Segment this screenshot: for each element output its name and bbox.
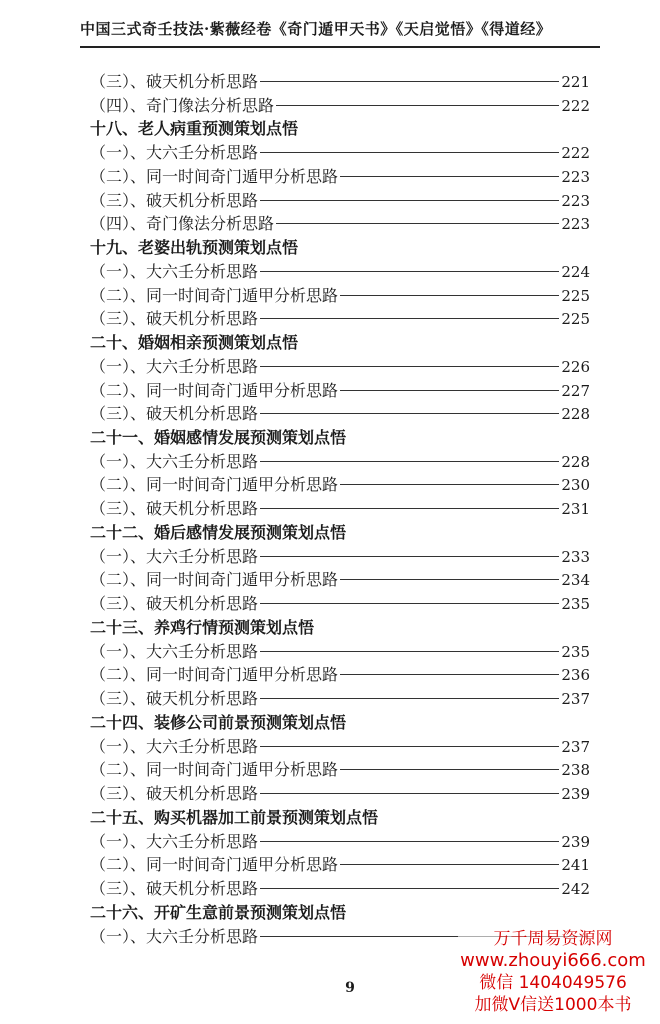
toc-page-number: 241 [561, 856, 590, 875]
watermark-offer: 加微V信送1000本书 [474, 995, 632, 1015]
toc-page-number: 227 [561, 381, 590, 400]
toc-entry-label: （三）、破天机分析思路 [90, 594, 259, 614]
toc-leader-line [260, 413, 559, 414]
toc-entry [90, 212, 590, 236]
toc-entry [90, 782, 590, 806]
toc-page-number: 228 [561, 452, 590, 471]
toc-section-heading: 二十六、开矿生意前景预测策划点悟 [90, 902, 347, 922]
toc-section-heading: 二十四、装修公司前景预测策划点悟 [90, 712, 347, 732]
toc-entry-label: （四）、奇门像法分析思路 [90, 95, 275, 115]
toc-page-number: 239 [561, 784, 590, 803]
toc-entry-label: （二）、同一时间奇门遁甲分析思路 [90, 380, 339, 400]
toc-entry [90, 830, 590, 854]
toc-leader-line [260, 888, 559, 889]
toc-leader-line [340, 390, 559, 391]
toc-entry [90, 379, 590, 403]
toc-entry [90, 735, 590, 759]
toc-entry-label: （一）、大六壬分析思路 [90, 736, 259, 756]
toc-entry [90, 853, 590, 877]
toc-page-number: 237 [561, 737, 590, 756]
toc-leader-line [340, 579, 559, 580]
watermark-site: www.zhouyi666.com [460, 950, 646, 971]
toc-entry [90, 758, 590, 782]
toc-entry [90, 189, 590, 213]
toc-entry-label: （一）、大六壬分析思路 [90, 451, 259, 471]
toc-entry-label: （一）、大六壬分析思路 [90, 546, 259, 566]
toc-entry [90, 592, 590, 616]
toc-leader-line [340, 769, 559, 770]
toc-entry-label: （二）、同一时间奇门遁甲分析思路 [90, 166, 339, 186]
toc-leader-line [260, 698, 559, 699]
toc-entry-label: （三）、破天机分析思路 [90, 309, 259, 329]
toc-entry-label: （二）、同一时间奇门遁甲分析思路 [90, 665, 339, 685]
toc-page-number: 238 [561, 761, 590, 780]
toc-section-heading: 十八、老人病重预测策划点悟 [90, 119, 299, 139]
toc-page-number: 235 [561, 642, 590, 661]
toc-entry-label: （一）、大六壬分析思路 [90, 143, 259, 163]
toc-entry [90, 663, 590, 687]
toc-page-number: 236 [561, 666, 590, 685]
toc-leader-line [260, 841, 559, 842]
toc-leader-line [260, 200, 559, 201]
toc-leader-line [260, 318, 559, 319]
toc-entry-label: （三）、破天机分析思路 [90, 878, 259, 898]
toc-entry-label: （一）、大六壬分析思路 [90, 926, 259, 946]
toc-page-number: 222 [561, 96, 590, 115]
toc-page-number: 239 [561, 832, 590, 851]
watermark [458, 928, 648, 1016]
toc-entry [90, 94, 590, 118]
toc-section-heading: 十九、老婆出轨预测策划点悟 [90, 237, 299, 257]
toc-section-heading: 二十、婚姻相亲预测策划点悟 [90, 332, 299, 352]
toc-entry-label: （一）、大六壬分析思路 [90, 356, 259, 376]
toc-page-number: 242 [561, 879, 590, 898]
toc-page-number: 237 [561, 690, 590, 708]
watermark-title: 万千周易资源网 [493, 929, 613, 949]
toc-leader-line [260, 603, 559, 604]
toc-entry-label: （三）、破天机分析思路 [90, 499, 259, 519]
toc-entry [90, 473, 590, 497]
toc-leader-line [260, 152, 559, 153]
toc-entry-label: （三）、破天机分析思路 [90, 72, 259, 91]
toc-page-number: 234 [561, 571, 590, 590]
toc-entry [90, 165, 590, 189]
watermark-wechat: 微信 1404049576 [479, 973, 627, 993]
toc-entry [90, 141, 590, 165]
toc-entry [90, 687, 590, 711]
toc-entry-label: （三）、破天机分析思路 [90, 689, 259, 708]
toc-page-number: 226 [561, 357, 590, 376]
toc-leader-line [260, 81, 559, 82]
toc-page-number: 231 [561, 500, 590, 519]
toc-leader-line [260, 651, 559, 652]
toc-entry [90, 640, 590, 664]
toc-section-heading: 二十二、婚后感情发展预测策划点悟 [90, 522, 347, 542]
table-of-contents [90, 70, 590, 948]
toc-entry-label: （四）、奇门像法分析思路 [90, 214, 275, 234]
toc-section-heading: 二十一、婚姻感情发展预测策划点悟 [90, 427, 347, 447]
toc-entry [90, 355, 590, 379]
toc-leader-line [276, 105, 559, 106]
toc-leader-line [260, 366, 559, 367]
toc-leader-line [340, 674, 559, 675]
toc-entry-label: （二）、同一时间奇门遁甲分析思路 [90, 285, 339, 305]
toc-leader-line [260, 556, 559, 557]
toc-page-number: 223 [561, 215, 590, 234]
toc-entry-label: （一）、大六壬分析思路 [90, 831, 259, 851]
toc-entry-label: （一）、大六壬分析思路 [90, 261, 259, 281]
toc-entry-label: （三）、破天机分析思路 [90, 190, 259, 210]
toc-entry-label: （二）、同一时间奇门遁甲分析思路 [90, 570, 339, 590]
toc-leader-line [260, 746, 559, 747]
toc-leader-line [260, 271, 559, 272]
header-rule [80, 46, 600, 48]
toc-entry [90, 402, 590, 426]
toc-leader-line [260, 508, 559, 509]
toc-entry [90, 568, 590, 592]
toc-page-number: 223 [561, 191, 590, 210]
toc-entry [90, 497, 590, 521]
toc-entry-label: （三）、破天机分析思路 [90, 404, 259, 424]
toc-page-number: 224 [561, 262, 590, 281]
toc-entry-label: （一）、大六壬分析思路 [90, 641, 259, 661]
toc-page-number: 230 [561, 476, 590, 495]
toc-leader-line [340, 484, 559, 485]
toc-entry [90, 307, 590, 331]
running-head: 中国三式奇壬技法·紫薇经卷《奇门遁甲天书》《天启觉悟》《得道经》 [80, 20, 552, 38]
toc-page-number: 221 [561, 73, 590, 91]
toc-leader-line [276, 223, 559, 224]
page-number: 9 [345, 980, 355, 996]
toc-entry-label: （二）、同一时间奇门遁甲分析思路 [90, 855, 339, 875]
toc-page-number: 222 [561, 144, 590, 163]
toc-section-heading: 二十三、养鸡行情预测策划点悟 [90, 617, 315, 637]
toc-entry-label: （二）、同一时间奇门遁甲分析思路 [90, 475, 339, 495]
toc-leader-line [340, 864, 559, 865]
toc-page-number: 233 [561, 547, 590, 566]
toc-page-number: 225 [561, 310, 590, 329]
toc-entry [90, 545, 590, 569]
toc-page-number: 228 [561, 405, 590, 424]
toc-section-heading: 二十五、购买机器加工前景预测策划点悟 [90, 807, 379, 827]
toc-page-number: 235 [561, 595, 590, 614]
toc-entry-label: （三）、破天机分析思路 [90, 783, 259, 803]
toc-page-number: 223 [561, 167, 590, 186]
toc-leader-line [260, 793, 559, 794]
toc-entry-label: （二）、同一时间奇门遁甲分析思路 [90, 760, 339, 780]
toc-leader-line [340, 176, 559, 177]
toc-leader-line [340, 295, 559, 296]
toc-entry [90, 877, 590, 901]
toc-entry [90, 450, 590, 474]
toc-entry [90, 70, 590, 94]
toc-leader-line [260, 461, 559, 462]
toc-page-number: 225 [561, 286, 590, 305]
toc-entry [90, 260, 590, 284]
toc-entry [90, 284, 590, 308]
